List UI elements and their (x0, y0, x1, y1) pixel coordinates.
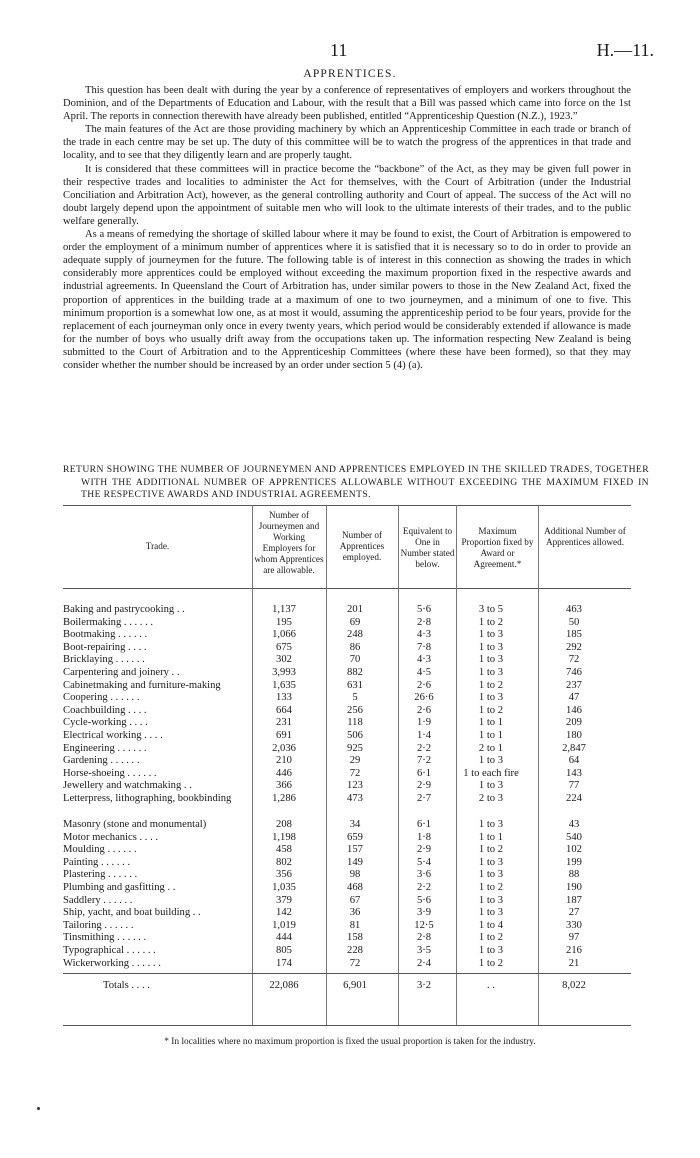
cell-journeymen: 379 (276, 894, 292, 906)
cell-equivalent: 2·2 (416, 742, 432, 754)
header-bottom-rule (63, 588, 631, 589)
body-text (63, 84, 631, 372)
paragraph: The main features of the Act are those providing machinery by which an Apprenticeship Committee in each trade or branch of the trade in each centre may be set up. The duty of this committee will be to watch the progress of the apprentices in that trade and locality, and to see that they diligently learn and are properly taught. (63, 124, 631, 162)
cell-additional: 237 (566, 679, 582, 691)
cell-apprentices: 882 (347, 667, 363, 678)
column-header-equivalent: Equivalent to One in Number stated below. (400, 526, 455, 569)
cell-journeymen: 1,035 (272, 882, 296, 893)
cell-apprentices: 118 (347, 717, 363, 729)
paragraph: As a means of remedying the shortage of skilled labour where it may be found to exist, the Court of Arbitration is empowered to order the employment of a minimum number of apprentices where it is satisfied that it is necessary so to do in order to provide an adequate supply of journeymen for the future. The following table is of interest in this connection as showing the trades in which considerably more apprentices could be employed without exceeding the maximum proportion fixed in the respective awards and industrial agreements. In Queensland the Court of Arbitration has, under similar powers to those in the New Zealand Act, fixed the proportion of apprentices in the building trade at a maximum of one to two journeymen, and a minimum of one to five. This minimum proportion is a somewhat low one, as at most it would, assuming the apprenticeship period to be four years, provide for the replacement of each journeyman only once in every twenty years, which period would be considerably extended if allowance is made for the number of boys who usually drift away from the occupations taken up. The information respecting New Zealand is being submitted to the Court of Arbitration and to the Apprenticeship Committees (where these have been formed), so that they may consider whether the number should be increased by an order under section 5 (4) (a). (63, 229, 631, 371)
cell-equivalent: 2·7 (416, 793, 432, 804)
cell-apprentices: 631 (347, 679, 363, 691)
table-row (63, 716, 631, 729)
cell-equivalent: 5·4 (416, 856, 432, 868)
table-row (63, 894, 631, 907)
table-row (63, 666, 631, 679)
cell-trade: Electrical working . . . . (63, 730, 163, 741)
cell-journeymen: 210 (276, 755, 292, 767)
cell-apprentices: 36 (349, 907, 361, 919)
cell-equivalent: 2·2 (416, 882, 432, 893)
cell-apprentices: 72 (349, 957, 361, 969)
cell-trade: Letterpress, lithographing, bookbinding (63, 793, 232, 804)
cell-journeymen: 195 (276, 616, 292, 628)
cell-equivalent: 4·5 (416, 667, 432, 678)
cell-journeymen: 805 (276, 945, 292, 956)
cell-equivalent: 6·1 (416, 767, 432, 779)
cell-additional: 292 (566, 641, 582, 653)
cell-trade: Gardening . . . . . . (63, 755, 140, 767)
cell-equivalent: 1·8 (416, 831, 432, 843)
cell-additional: 146 (566, 704, 582, 716)
cell-trade: Ship, yacht, and boat building . . (63, 907, 201, 919)
cell-journeymen: 446 (276, 767, 292, 779)
table-row (63, 906, 631, 919)
cell-equivalent: 2·9 (416, 844, 432, 856)
table-row (63, 957, 631, 970)
cell-maximum: 1 to 1 (478, 730, 504, 741)
cell-equivalent: 2·4 (416, 957, 432, 969)
cell-maximum: 1 to 3 (478, 692, 504, 704)
cell-additional: 209 (566, 717, 582, 729)
cell-additional: 88 (568, 869, 580, 881)
table-row (63, 919, 631, 932)
document-reference: H.—11. (596, 40, 654, 60)
cell-apprentices: 98 (349, 869, 361, 881)
cell-apprentices: 5 (352, 692, 358, 704)
cell-apprentices: 157 (347, 844, 363, 856)
cell-apprentices: 925 (347, 742, 363, 754)
cell-journeymen: 675 (276, 641, 292, 653)
cell-trade: Baking and pastrycooking . . (63, 604, 185, 615)
table-row (63, 603, 631, 616)
cell-additional: 102 (566, 844, 582, 856)
table-row (63, 881, 631, 894)
paragraph: This question has been dealt with during the year by a conference of representatives of employers and workers throughout the Dominion, and of the Departments of Education and Labour, with the result that a Bill was passed which came into force on the 1st April. The reports in connection therewith have already been published, entitled “Apprenticeship Question (N.Z.), 1923.” (63, 85, 631, 123)
column-header-journeymen: Number of Journeymen and Working Employers for whom Apprentices are allowable. (254, 510, 324, 575)
paragraph: It is considered that these committees will in practice become the “backbone” of the Act, as they may be given full power in their respective trades and localities to administer the Act for themselves, with the Court of Arbitration (under the Industrial Conciliation and Arbitration Act), however, as the general controlling authority and Court of appeal. The success of the Act will no doubt largely depend upon the appointment of suitable men who will look to the ultimate interests of their trades, and to the public welfare generally. (63, 163, 631, 227)
cell-trade: Bricklaying . . . . . . (63, 654, 145, 666)
cell-additional: 746 (566, 667, 582, 678)
cell-trade: Coachbuilding . . . . (63, 704, 147, 716)
cell-additional: 21 (568, 957, 580, 969)
cell-equivalent: 12·5 (414, 919, 434, 931)
cell-apprentices: 248 (347, 629, 363, 641)
table-row (63, 767, 631, 780)
cell-maximum: 1 to 3 (478, 629, 504, 641)
cell-trade: Tailoring . . . . . . (63, 919, 134, 931)
cell-equivalent: 2·6 (416, 679, 432, 691)
cell-trade: Carpentering and joinery . . (63, 667, 180, 678)
cell-journeymen: 1,198 (272, 831, 296, 843)
cell-trade: Engineering . . . . . . (63, 742, 147, 754)
table-row (63, 792, 631, 805)
table-row (63, 856, 631, 869)
cell-trade: Cycle-working . . . . (63, 717, 148, 729)
table-row (63, 742, 631, 755)
table-row (63, 641, 631, 654)
cell-trade: Coopering . . . . . . (63, 692, 140, 704)
cell-maximum: 1 to 4 (478, 919, 504, 931)
cell-trade: Motor mechanics . . . . (63, 831, 159, 843)
table-caption: RETURN SHOWING THE NUMBER OF JOURNEYMEN AND APPRENTICES EMPLOYED IN THE SKILLED TRADES, TOGETHER WITH THE ADDITIONAL NUMBER OF APPRENTICES ALLOWABLE WITHOUT EXCEEDING THE MAXIMUM FIXED IN THE RESPECTIVE AWARDS AND INDUSTRIAL AGREEMENTS. (63, 464, 649, 500)
table-row (63, 931, 631, 944)
cell-maximum: 1 to 2 (478, 704, 504, 716)
table-bottom-rule (63, 1025, 631, 1026)
table-row (63, 628, 631, 641)
cell-equivalent: 7·2 (416, 755, 432, 767)
totals-journeymen: 22,086 (269, 980, 299, 992)
cell-equivalent: 2·9 (416, 780, 432, 792)
cell-maximum: 2 to 1 (478, 742, 504, 754)
cell-apprentices: 67 (349, 894, 361, 906)
cell-additional: 43 (568, 819, 580, 830)
cell-equivalent: 3·5 (416, 945, 432, 956)
cell-journeymen: 691 (276, 730, 292, 741)
cell-equivalent: 4·3 (416, 629, 432, 641)
column-header-additional: Additional Number of Apprentices allowed. (544, 526, 626, 547)
cell-additional: 27 (568, 907, 580, 919)
cell-maximum: 2 to 3 (478, 793, 504, 804)
cell-maximum: 1 to 2 (478, 932, 504, 944)
cell-journeymen: 1,066 (272, 629, 296, 641)
cell-maximum: 1 to 3 (478, 869, 504, 881)
page-number: 11 (330, 40, 348, 60)
cell-equivalent: 6·1 (416, 819, 432, 830)
totals-additional: 8,022 (562, 980, 586, 992)
column-header-trade: Trade. (145, 541, 170, 551)
cell-journeymen: 208 (276, 819, 292, 830)
cell-trade: Boilermaking . . . . . . (63, 616, 154, 628)
cell-additional: 224 (566, 793, 582, 804)
cell-additional: 143 (566, 767, 582, 779)
cell-apprentices: 473 (347, 793, 363, 804)
cell-maximum: 1 to 3 (478, 654, 504, 666)
cell-additional: 463 (566, 604, 582, 615)
cell-journeymen: 3,993 (272, 667, 296, 678)
cell-maximum: 1 to 2 (478, 679, 504, 691)
table-row (63, 679, 631, 692)
cell-apprentices: 29 (349, 755, 361, 767)
cell-additional: 77 (568, 780, 580, 792)
cell-equivalent: 1·9 (416, 717, 432, 729)
cell-journeymen: 356 (276, 869, 292, 881)
cell-maximum: 1 to 3 (478, 894, 504, 906)
cell-additional: 216 (566, 945, 582, 956)
cell-equivalent: 1·4 (416, 730, 432, 741)
cell-journeymen: 1,137 (272, 604, 296, 615)
cell-journeymen: 802 (276, 856, 292, 868)
cell-apprentices: 72 (349, 767, 361, 779)
cell-additional: 540 (566, 831, 582, 843)
cell-journeymen: 366 (276, 780, 292, 792)
totals-maximum: . . (487, 980, 495, 992)
cell-journeymen: 664 (276, 704, 292, 716)
cell-trade: Typographical . . . . . . (63, 945, 156, 956)
cell-additional: 50 (568, 616, 580, 628)
cell-journeymen: 2,036 (272, 742, 296, 754)
cell-equivalent: 5·6 (416, 604, 432, 615)
cell-maximum: 1 to each fire (463, 767, 519, 779)
cell-trade: Painting . . . . . . (63, 856, 131, 868)
cell-trade: Plastering . . . . . . (63, 869, 138, 881)
cell-journeymen: 174 (276, 957, 292, 969)
cell-trade: Jewellery and watchmaking . . (63, 780, 192, 792)
cell-equivalent: 5·6 (416, 894, 432, 906)
cell-trade: Boot-repairing . . . . (63, 641, 147, 653)
cell-maximum: 1 to 2 (478, 616, 504, 628)
cell-journeymen: 444 (276, 932, 292, 944)
cell-maximum: 3 to 5 (478, 604, 504, 615)
cell-additional: 180 (566, 730, 582, 741)
cell-trade: Tinsmithing . . . . . . (63, 932, 147, 944)
table-row (63, 729, 631, 742)
cell-apprentices: 81 (349, 919, 361, 931)
cell-apprentices: 34 (349, 819, 361, 830)
totals-row (63, 979, 631, 992)
table-row (63, 653, 631, 666)
cell-apprentices: 659 (347, 831, 363, 843)
cell-trade: Masonry (stone and monumental) (63, 819, 207, 830)
footnote: * In localities where no maximum proportion is fixed the usual proportion is taken for the industry. (164, 1037, 536, 1047)
cell-equivalent: 4·3 (416, 654, 432, 666)
cell-additional: 199 (566, 856, 582, 868)
cell-maximum: 1 to 3 (478, 819, 504, 830)
cell-apprentices: 158 (347, 932, 363, 944)
cell-apprentices: 506 (347, 730, 363, 741)
totals-label: Totals . . . . (103, 980, 150, 992)
cell-additional: 330 (566, 919, 582, 931)
section-title: APPRENTICES. (303, 68, 397, 80)
cell-journeymen: 458 (276, 844, 292, 856)
cell-additional: 190 (566, 882, 582, 893)
totals-rule (63, 973, 631, 974)
cell-maximum: 1 to 1 (478, 831, 504, 843)
cell-equivalent: 2·6 (416, 704, 432, 716)
table-row (63, 616, 631, 629)
cell-maximum: 1 to 3 (478, 907, 504, 919)
cell-journeymen: 1,019 (272, 919, 296, 931)
table-row (63, 779, 631, 792)
cell-apprentices: 69 (349, 616, 361, 628)
cell-additional: 47 (568, 692, 580, 704)
cell-journeymen: 142 (276, 907, 292, 919)
cell-additional: 187 (566, 894, 582, 906)
cell-trade: Bootmaking . . . . . . (63, 629, 148, 641)
cell-apprentices: 201 (347, 604, 363, 615)
cell-maximum: 1 to 1 (478, 717, 504, 729)
cell-equivalent: 3·6 (416, 869, 432, 881)
cell-journeymen: 302 (276, 654, 292, 666)
cell-apprentices: 228 (347, 945, 363, 956)
cell-maximum: 1 to 3 (478, 667, 504, 678)
cell-apprentices: 149 (347, 856, 363, 868)
cell-equivalent: 2·8 (416, 932, 432, 944)
table-row (63, 818, 631, 831)
table-row (63, 868, 631, 881)
cell-apprentices: 86 (349, 641, 361, 653)
cell-maximum: 1 to 3 (478, 856, 504, 868)
cell-equivalent: 7·8 (416, 641, 432, 653)
cell-equivalent: 2·8 (416, 616, 432, 628)
cell-additional: 72 (568, 654, 580, 666)
cell-maximum: 1 to 3 (478, 755, 504, 767)
cell-equivalent: 26·6 (414, 692, 434, 704)
column-header-apprentices: Number of Apprentices employed. (339, 530, 385, 562)
column-header-maximum: Maximum Proportion fixed by Award or Agreement.* (461, 526, 534, 569)
table-row (63, 843, 631, 856)
table-row (63, 691, 631, 704)
cell-trade: Cabinetmaking and furniture-making (63, 679, 221, 691)
cell-trade: Wickerworking . . . . . . (63, 957, 161, 969)
cell-journeymen: 1,286 (272, 793, 296, 804)
cell-journeymen: 133 (276, 692, 292, 704)
cell-additional: 185 (566, 629, 582, 641)
margin-mark (37, 1107, 40, 1110)
cell-maximum: 1 to 3 (478, 641, 504, 653)
cell-apprentices: 123 (347, 780, 363, 792)
table-top-rule (63, 505, 631, 506)
cell-maximum: 1 to 3 (478, 945, 504, 956)
cell-equivalent: 3·9 (416, 907, 432, 919)
cell-maximum: 1 to 2 (478, 882, 504, 893)
table-row (63, 704, 631, 717)
cell-journeymen: 1,635 (272, 679, 296, 691)
cell-trade: Horse-shoeing . . . . . . (63, 767, 157, 779)
cell-apprentices: 468 (347, 882, 363, 893)
cell-apprentices: 256 (347, 704, 363, 716)
table-row (63, 754, 631, 767)
cell-journeymen: 231 (276, 717, 292, 729)
table-row (63, 831, 631, 844)
cell-maximum: 1 to 2 (478, 957, 504, 969)
cell-trade: Saddlery . . . . . . (63, 894, 133, 906)
totals-equivalent: 3·2 (416, 980, 432, 992)
cell-maximum: 1 to 2 (478, 844, 504, 856)
totals-apprentices: 6,901 (343, 980, 367, 992)
cell-trade: Moulding . . . . . . (63, 844, 137, 856)
cell-additional: 2,847 (562, 742, 586, 754)
cell-additional: 64 (568, 755, 580, 767)
cell-apprentices: 70 (349, 654, 361, 666)
table-row (63, 944, 631, 957)
cell-maximum: 1 to 3 (478, 780, 504, 792)
cell-trade: Plumbing and gasfitting . . (63, 882, 176, 893)
cell-additional: 97 (568, 932, 580, 944)
